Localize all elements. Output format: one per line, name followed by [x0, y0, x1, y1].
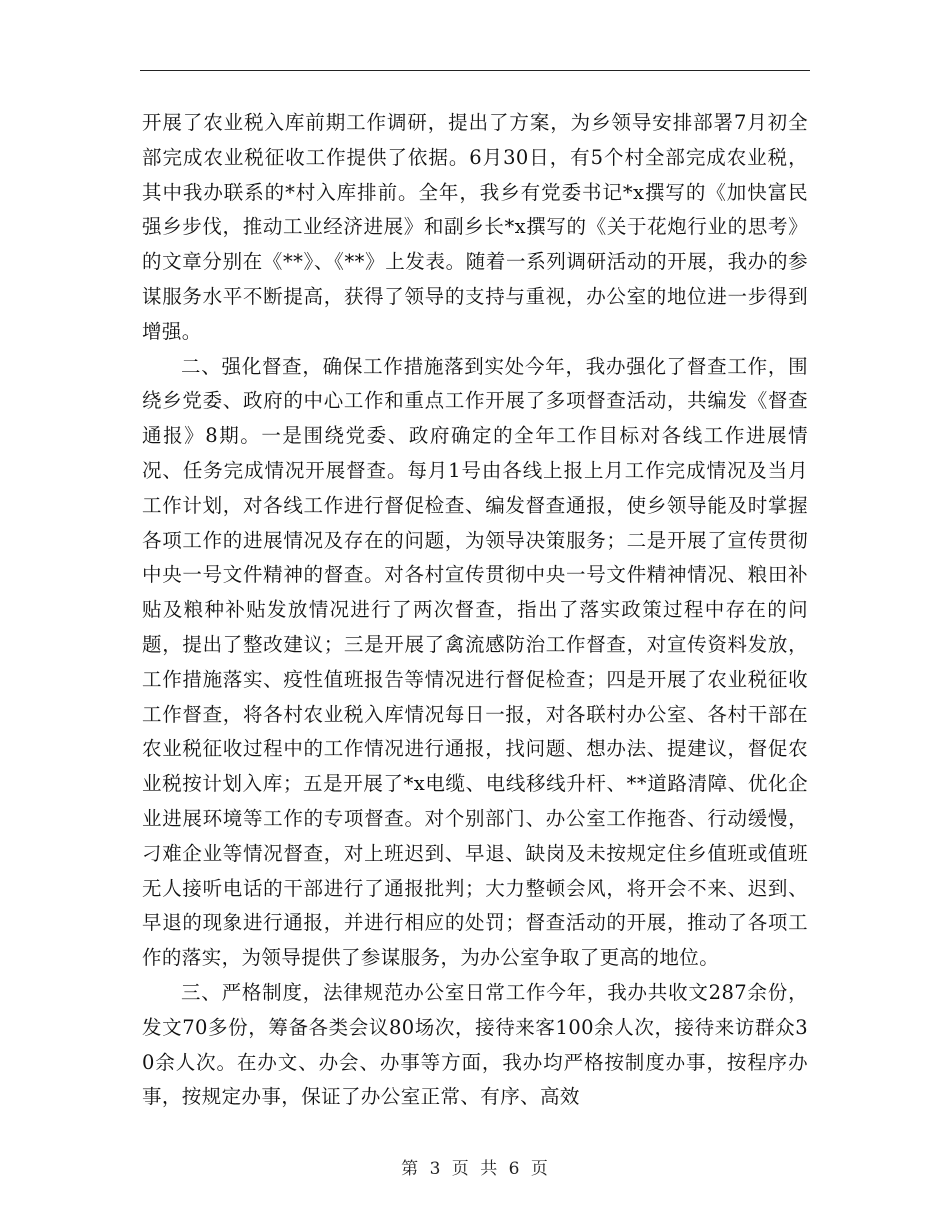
- footer-total-pages: 6: [508, 1159, 521, 1179]
- page-footer: [0, 1154, 950, 1179]
- footer-suffix: 页: [530, 1159, 549, 1179]
- header-rule: [140, 70, 810, 71]
- paragraph-3: 三、严格制度，法律规范办公室日常工作今年，我办共收文287余份，发文70多份，筹备各类会议80场次，接待来客100余人次，接待来访群众30余人次。在办文、办会、办事等方面，我办均严格按制度办事，按程序办事，按规定办事，保证了办公室正常、有序、高效: [142, 980, 808, 1109]
- footer-prefix: 第: [401, 1159, 420, 1179]
- paragraph-1: 开展了农业税入库前期工作调研，提出了方案，为乡领导安排部署7月初全部完成农业税征收工作提供了依据。6月30日，有5个村全部完成农业税，其中我办联系的*村入库排前。全年，我乡有党委书记*x撰写的《加快富民强乡步伐，推动工业经济进展》和副乡长*x撰写的《关于花炮行业的思考》的文章分别在《**》、《**》上发表。随着一系列调研活动的开展，我办的参谋服务水平不断提高，获得了领导的支持与重视，办公室的地位进一步得到增强。: [142, 111, 808, 343]
- paragraph-2: 二、强化督查，确保工作措施落到实处今年，我办强化了督查工作，围绕乡党委、政府的中心工作和重点工作开展了多项督查活动，共编发《督查通报》8期。一是围绕党委、政府确定的全年工作目标对各线工作进展情况、任务完成情况开展督查。每月1号由各线上报上月工作完成情况及当月工作计划，对各线工作进行督促检查、编发督查通报，使乡领导能及时掌握各项工作的进展情况及存在的问题，为领导决策服务；二是开展了宣传贯彻中央一号文件精神的督查。对各村宣传贯彻中央一号文件精神情况、粮田补贴及粮种补贴发放情况进行了两次督查，指出了落实政策过程中存在的问题，提出了整改建议；三是开展了禽流感防治工作督查，对宣传资料发放，工作措施落实、疫性值班报告等情况进行督促检查；四是开展了农业税征收工作督查，将各村农业税入库情况每日一报，对各联村办公室、各村干部在农业税征收过程中的工作情况进行通报，找问题、想办法、提建议，督促农业税按计划入库；五是开展了*x电缆、电线移线升杆、**道路清障、优化企业进展环境等工作的专项督查。对个别部门、办公室工作拖沓、行动缓慢，刁难企业等情况督查，对上班迟到、早退、缺岗及未按规定住乡值班或值班无人接听电话的干部进行了通报批判；大力整顿会风，将开会不来、迟到、早退的现象进行通报，并进行相应的处罚；督查活动的开展，推动了各项工作的落实，为领导提供了参谋服务，为办公室争取了更高的地位。: [142, 354, 808, 970]
- footer-total-prefix: 共: [480, 1159, 499, 1179]
- footer-current-page: 3: [429, 1159, 442, 1179]
- document-body: [142, 106, 808, 1115]
- footer-page-word: 页: [451, 1159, 470, 1179]
